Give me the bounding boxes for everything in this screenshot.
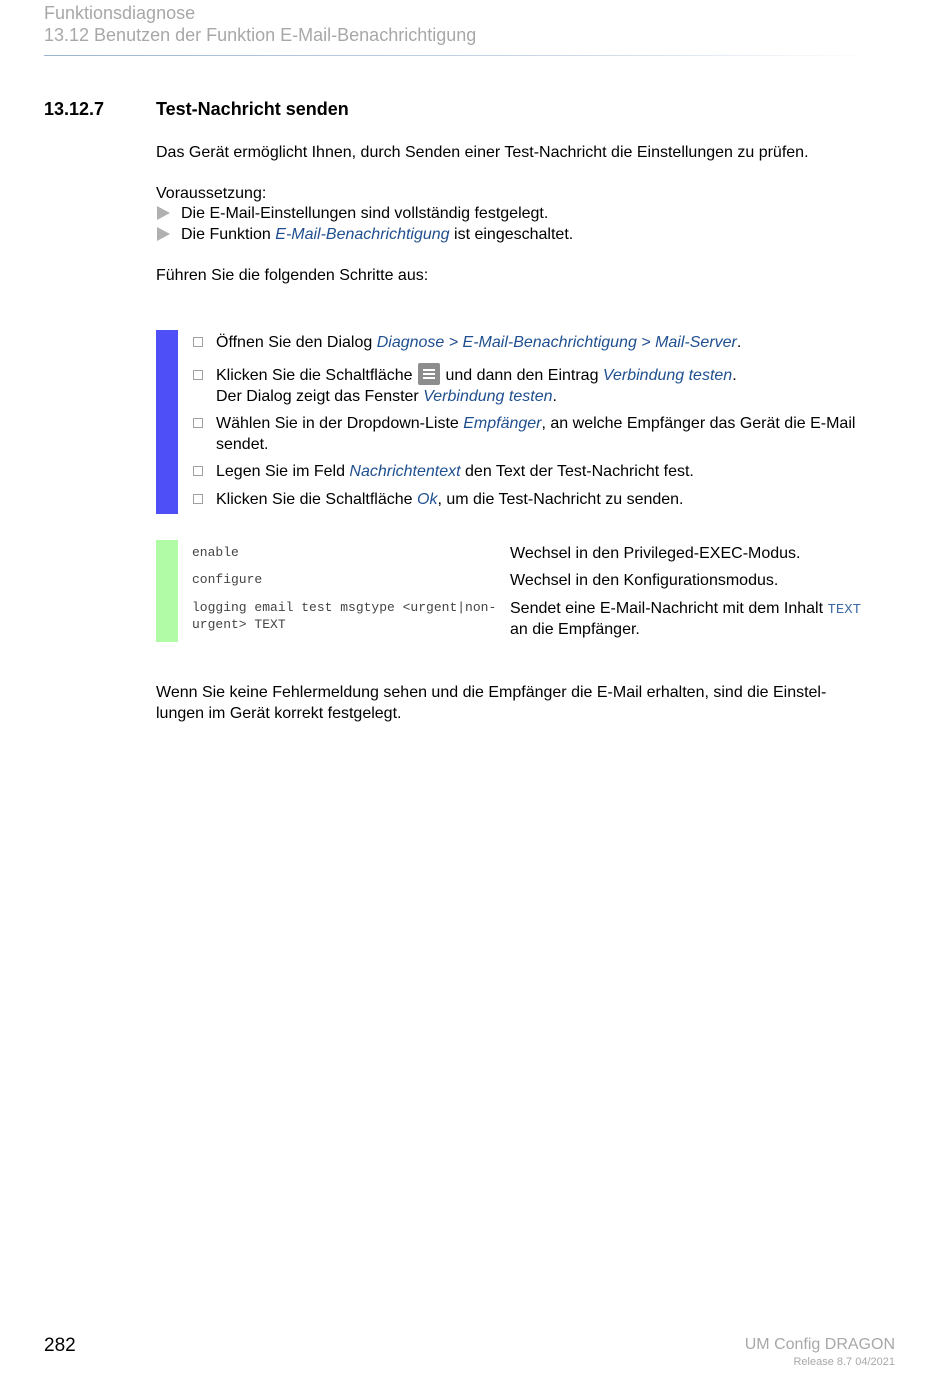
function-name: E-Mail-Benachrichtigung xyxy=(275,226,450,243)
gui-step-2 xyxy=(216,365,737,387)
header-divider xyxy=(44,55,874,56)
text-fragment: . xyxy=(732,367,737,385)
gui-step-4 xyxy=(216,461,694,482)
text-fragment: Sendet eine E-Mail-Nachricht mit dem Inhalt xyxy=(510,600,828,617)
field-name: Empfänger xyxy=(463,415,542,432)
cli-command: logging email test msgtype <urgent|non- xyxy=(192,600,497,615)
text-fragment: , um die Test-Nachricht zu senden. xyxy=(437,491,684,508)
dialog-path: Diagnose > E-Mail-Benachrichtigung > Mail-Server xyxy=(376,334,737,351)
field-name: Nachrichtentext xyxy=(349,463,461,480)
button-name: Ok xyxy=(417,491,438,508)
gui-step-5 xyxy=(216,489,684,510)
text-fragment: Legen Sie im Feld xyxy=(216,463,350,480)
conclusion-line: Wenn Sie keine Fehlermeldung sehen und die Empfänger die E-Mail erhalten, sind die Einstel- xyxy=(156,684,827,701)
text-fragment: . xyxy=(736,334,742,351)
cli-command: configure xyxy=(192,572,263,587)
text-fragment: Der Dialog zeigt das Fenster xyxy=(216,388,424,405)
text-fragment: Klicken Sie die Schaltfläche xyxy=(216,367,417,385)
text-fragment: ist eingeschaltet. xyxy=(449,226,574,243)
gui-steps-bar xyxy=(156,330,178,514)
gui-step-3-continued: sendet. xyxy=(216,436,269,453)
prerequisite-item: Die E-Mail-Einstellungen sind vollständig festgelegt. xyxy=(181,205,549,222)
section-number: 13.12.7 xyxy=(44,99,105,119)
gui-step-3 xyxy=(216,413,855,434)
running-header-chapter: Funktionsdiagnose xyxy=(44,3,196,23)
parameter-name: TEXT xyxy=(827,602,862,618)
cli-command: enable xyxy=(192,545,239,560)
text-fragment: . xyxy=(552,388,557,405)
text-fragment: Wählen Sie in der Dropdown-Liste xyxy=(216,415,464,432)
text-fragment: , an welche Empfänger das Gerät die E-Mail xyxy=(541,415,856,432)
gui-step-1 xyxy=(216,332,741,353)
cli-description xyxy=(510,598,861,621)
cli-description: Wechsel in den Privileged-EXEC-Modus. xyxy=(510,545,801,562)
text-fragment: Die Funktion xyxy=(181,226,276,243)
prerequisites-label: Voraussetzung: xyxy=(156,185,267,202)
triangle-bullet-icon xyxy=(157,206,170,220)
checkbox-icon xyxy=(193,337,203,347)
steps-intro: Führen Sie die folgenden Schritte aus: xyxy=(156,267,429,284)
menu-entry: Verbindung testen xyxy=(602,367,733,385)
footer-release: Release 8.7 04/2021 xyxy=(793,1356,895,1368)
text-fragment: und dann den Eintrag xyxy=(441,367,603,385)
running-header-section: 13.12 Benutzen der Funktion E-Mail-Benachrichtigung xyxy=(44,25,477,45)
text-fragment: Öffnen Sie den Dialog xyxy=(216,334,377,351)
page-number: 282 xyxy=(44,1335,76,1356)
prerequisite-item xyxy=(181,224,573,245)
checkbox-icon xyxy=(193,418,203,428)
cli-command-continued: urgent> TEXT xyxy=(192,617,286,632)
gui-step-2-result xyxy=(216,386,557,407)
triangle-bullet-icon xyxy=(157,227,170,241)
intro-paragraph: Das Gerät ermöglicht Ihnen, durch Senden einer Test-Nachricht die Einstellungen zu prüfen. xyxy=(156,144,809,161)
cli-description-continued: an die Empfänger. xyxy=(510,621,640,638)
text-fragment: Klicken Sie die Schaltfläche xyxy=(216,491,417,508)
checkbox-icon xyxy=(193,466,203,476)
window-name: Verbindung testen xyxy=(423,388,553,405)
checkbox-icon xyxy=(193,370,203,380)
checkbox-icon xyxy=(193,494,203,504)
cli-steps-bar xyxy=(156,540,178,642)
cli-description: Wechsel in den Konfigurationsmodus. xyxy=(510,572,779,589)
conclusion-line: lungen im Gerät korrekt festgelegt. xyxy=(156,705,402,722)
hamburger-menu-icon xyxy=(418,363,440,385)
footer-doc-title: UM Config DRAGON xyxy=(744,1336,895,1353)
text-fragment: den Text der Test-Nachricht fest. xyxy=(460,463,694,480)
section-title: Test-Nachricht senden xyxy=(156,99,349,119)
